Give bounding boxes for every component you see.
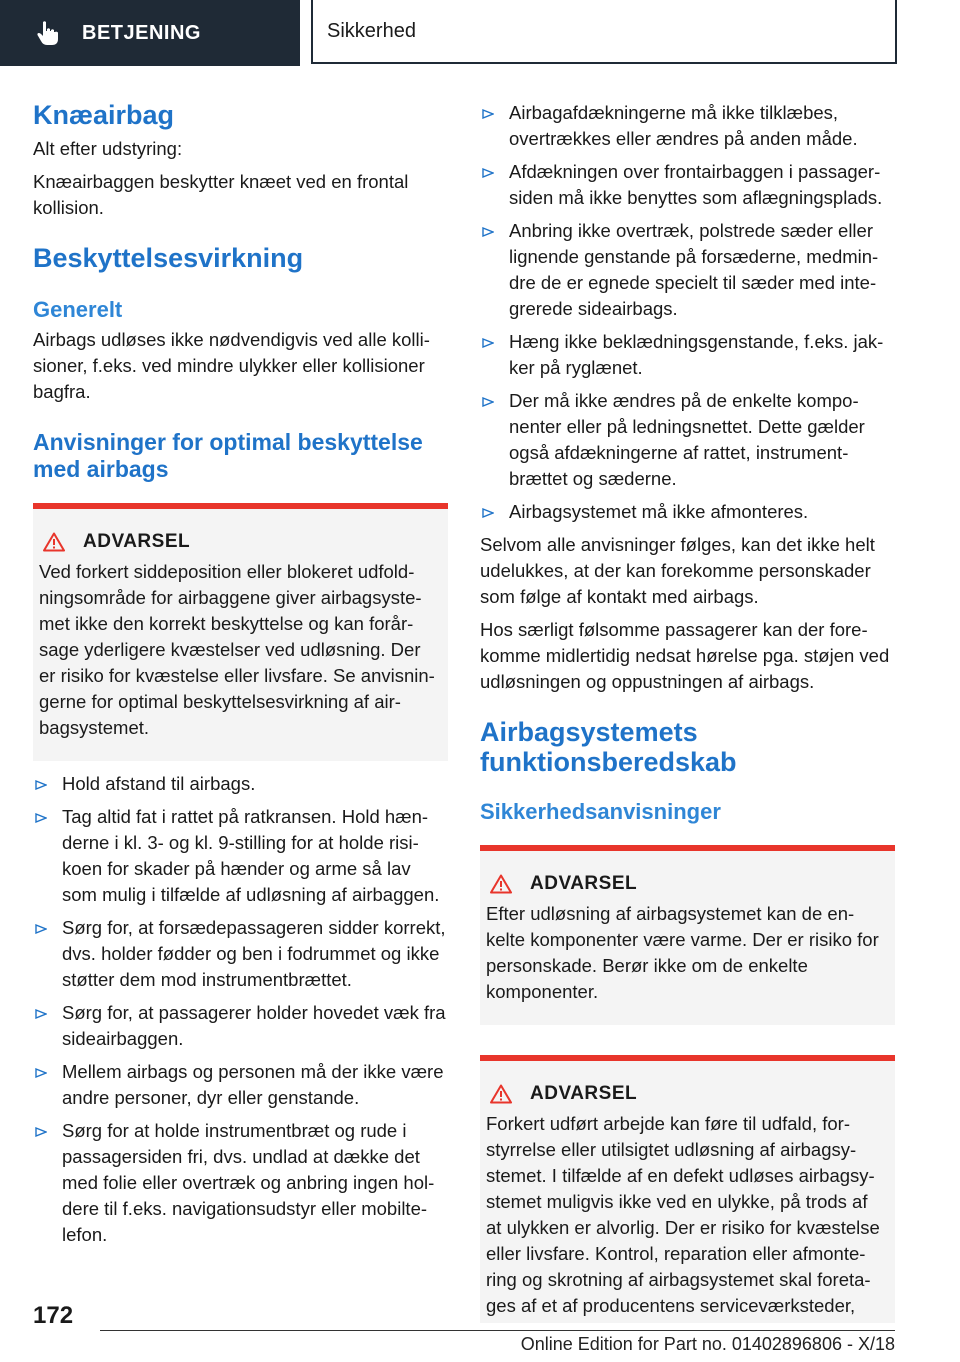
section-label: BETJENING bbox=[82, 21, 201, 44]
paragraph: Alt efter udstyring: bbox=[33, 138, 183, 159]
list-item: Sørg for, at passagerer holder hovedet væk fra sideairbaggen. bbox=[33, 1000, 448, 1052]
edition-text: Online Edition for Part no. 01402896806 - X/18 bbox=[520, 1334, 895, 1354]
list-item: Sørg for at holde instrumentbræt og rude i passagersiden fri, dvs. undlad at dække det med folie eller overtræk og anbring ingen holdere til f.eks. navigationsudstyr eller mobiltelefon. bbox=[33, 1118, 448, 1248]
triangle-bullet-icon bbox=[35, 1127, 47, 1137]
chapter-label: Sikkerhed bbox=[327, 19, 416, 42]
list-item: Mellem airbags og personen må der ikke være andre personer, dyr eller genstande. bbox=[33, 1059, 448, 1111]
triangle-bullet-icon bbox=[482, 227, 494, 237]
list-item: Airbagsystemet må ikke afmonteres. bbox=[480, 499, 895, 525]
heading-general: Generelt bbox=[33, 297, 123, 322]
warning-triangle-icon bbox=[43, 532, 65, 552]
heading-optimal: Anvisninger for optimal beskyttelse med airbags bbox=[33, 429, 423, 482]
warning-box bbox=[33, 503, 448, 761]
triangle-bullet-icon bbox=[35, 924, 47, 934]
list-item: Tag altid fat i rattet på ratkransen. Hold hænderne i kl. 3- og kl. 9-stilling for at holde risikoen for skader på hænder og arme så lav som mulig i tilfælde af udløsning af airbaggen. bbox=[33, 804, 448, 908]
warning-triangle-icon bbox=[490, 874, 512, 894]
paragraph: Hos særligt følsomme passagerer kan der forekomme midlertidig nedsat hørelse pga. støjen ved udløsningen og oppustningen af airbags. bbox=[480, 619, 890, 692]
list-item: Sørg for, at forsædepassageren sidder korrekt, dvs. holder fødder og ben i fodrummet og ikke støtter dem mod instrumentbrættet. bbox=[33, 915, 448, 993]
warning-title: ADVARSEL bbox=[530, 1083, 638, 1104]
chapter-tab bbox=[311, 0, 897, 64]
paragraph: Selvom alle anvisninger følges, kan det ikke helt udelukkes, at der kan forekomme personskader som følge af kontakt med airbags. bbox=[480, 534, 875, 607]
bullet-list bbox=[33, 771, 448, 1248]
page-number: 172 bbox=[33, 1302, 74, 1329]
triangle-bullet-icon bbox=[35, 813, 47, 823]
triangle-bullet-icon bbox=[35, 1009, 47, 1019]
paragraph: Airbags udløses ikke nødvendigvis ved alle kollisioner, f.eks. ved mindre ulykker eller kollisioner bagfra. bbox=[33, 329, 430, 402]
triangle-bullet-icon bbox=[35, 1068, 47, 1078]
warning-box bbox=[480, 1055, 895, 1323]
list-item: Hæng ikke beklædningsgenstande, f.eks. jakker på ryglænet. bbox=[480, 329, 895, 381]
list-item: Afdækningen over frontairbaggen i passagersiden må ikke benyttes som aflægningsplads. bbox=[480, 159, 895, 211]
warning-triangle-icon bbox=[490, 1084, 512, 1104]
triangle-bullet-icon bbox=[35, 780, 47, 790]
warning-text: Forkert udført arbejde kan føre til udfald, forstyrrelse eller utilsigtet udløsning af airbagsystemet. I tilfælde af en defekt udløses airbagsystemet muligvis ikke ved en ulykke, på trods af at ulykken er alvorlig. Der er risiko for kvæstelse eller livsfare. Kontrol, reparation eller afmontering og skrotning af airbagsystemet skal foretages af et af producentens serviceværksteder, bbox=[486, 1113, 880, 1316]
triangle-bullet-icon bbox=[482, 109, 494, 119]
list-item: Airbagafdækningerne må ikke tilklæbes, overtrækkes eller ændres på anden måde. bbox=[480, 100, 895, 152]
heading-protection: Beskyttelsesvirkning bbox=[33, 243, 304, 273]
section-tab bbox=[0, 0, 300, 66]
warning-title: ADVARSEL bbox=[83, 531, 191, 552]
footer-divider bbox=[100, 1330, 895, 1331]
warning-text: Ved forkert siddeposition eller blokeret udfoldningsområde for airbaggene giver airbagsystemet ikke den korrekt beskyttelse og kan forårsage yderligere kvæstelser ved udløsning. Der er risiko for kvæstelse eller livsfare. Se anvisningerne for optimal beskyttelsesvirkning af airbagsystemet. bbox=[39, 561, 435, 738]
warning-text: Efter udløsning af airbagsystemet kan de enkelte komponenter være varme. Der er risiko for personskade. Berør ikke om de enkelte komponenter. bbox=[486, 903, 879, 1002]
triangle-bullet-icon bbox=[482, 168, 494, 178]
right-column bbox=[480, 100, 895, 1323]
warning-box bbox=[480, 845, 895, 1025]
list-item: Hold afstand til airbags. bbox=[33, 771, 448, 797]
triangle-bullet-icon bbox=[482, 508, 494, 518]
triangle-bullet-icon bbox=[482, 338, 494, 348]
list-item: Anbring ikke overtræk, polstrede sæder eller lignende genstande på forsæderne, medmindre de er egnede specielt til sæder med integrerede sideairbags. bbox=[480, 218, 895, 322]
page-footer bbox=[0, 1290, 960, 1362]
paragraph: Knæairbaggen beskytter knæet ved en frontal kollision. bbox=[33, 171, 409, 218]
left-column bbox=[33, 100, 448, 1248]
heading-readiness: Airbagsystemets funktionsberedskab bbox=[480, 717, 737, 777]
list-item: Der må ikke ændres på de enkelte komponenter eller på ledningsnettet. Dette gælder også afdækningerne af rattet, instrumentbrættet og sæderne. bbox=[480, 388, 895, 492]
triangle-bullet-icon bbox=[482, 397, 494, 407]
warning-title: ADVARSEL bbox=[530, 873, 638, 894]
heading-knee-airbag: Knæairbag bbox=[33, 100, 175, 130]
hand-pointer-icon bbox=[36, 20, 60, 46]
bullet-list bbox=[480, 100, 895, 525]
heading-safety-notes: Sikkerhedsanvisninger bbox=[480, 799, 721, 824]
page-header bbox=[0, 0, 960, 66]
